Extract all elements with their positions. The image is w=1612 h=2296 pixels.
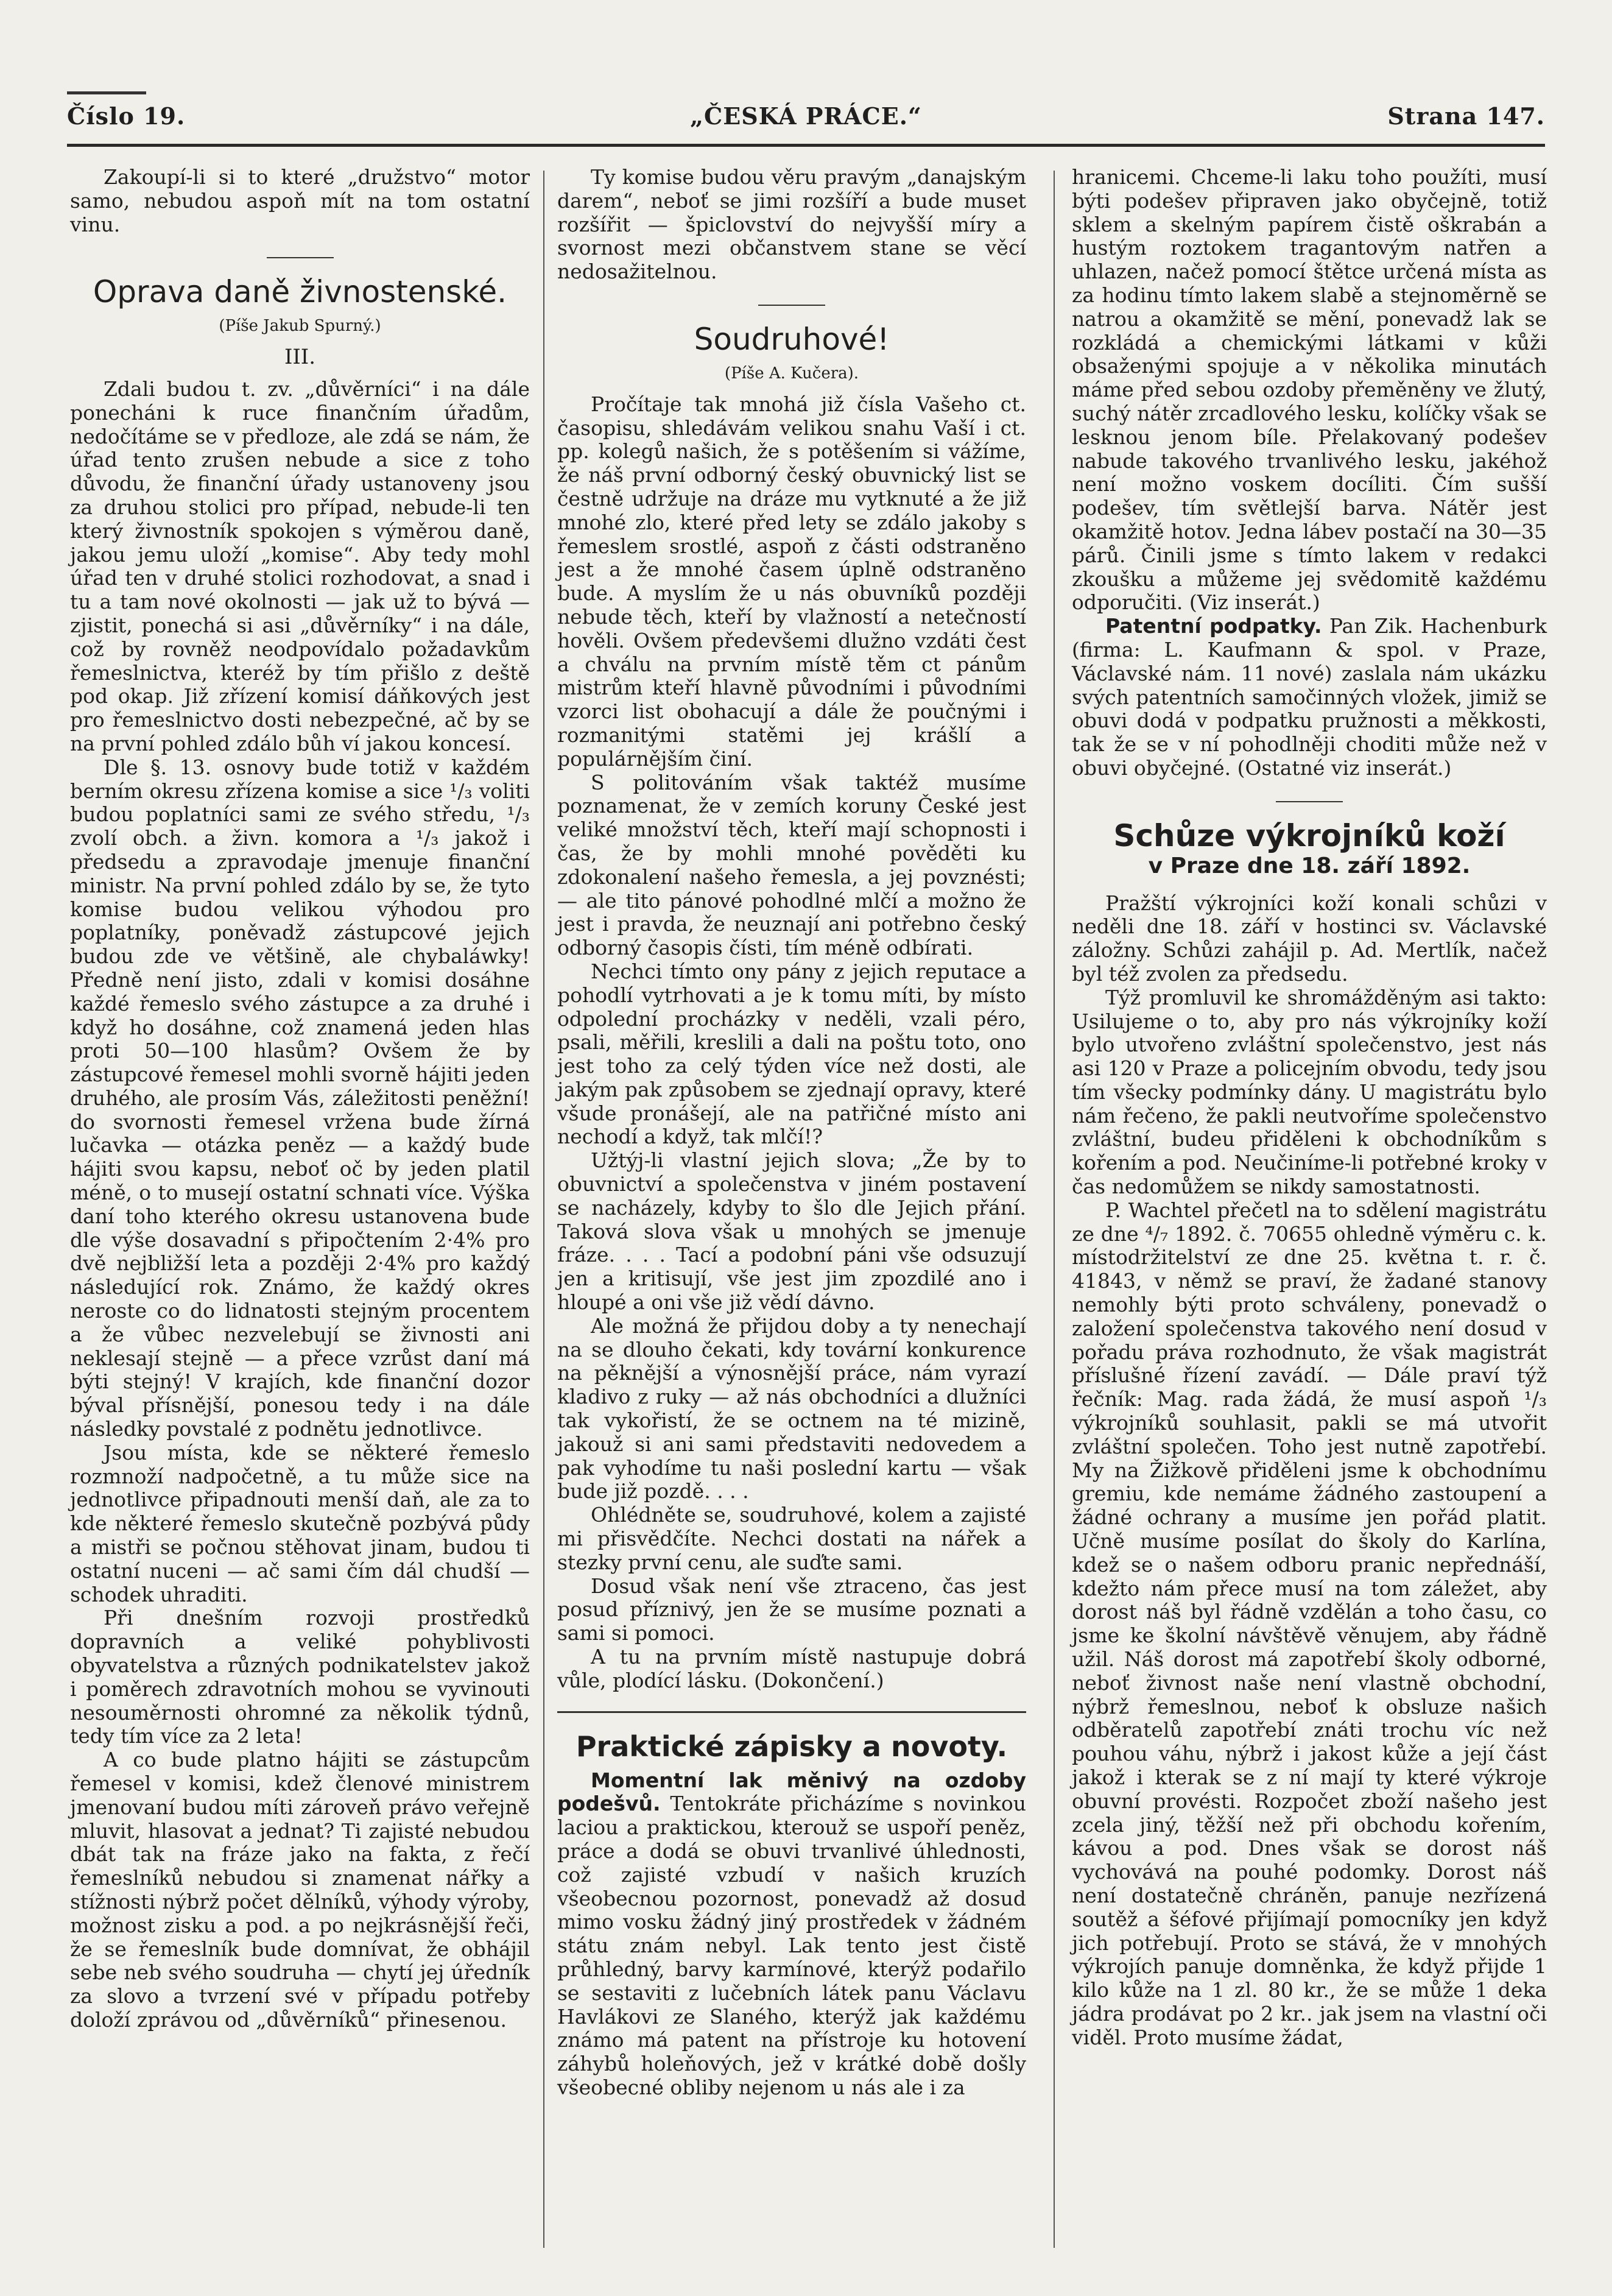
column-3 bbox=[1072, 166, 1547, 2050]
article-title: Soudruhové! bbox=[694, 321, 890, 357]
article-subtitle: v Praze dne 18. září 1892. bbox=[1148, 853, 1471, 878]
separator bbox=[1276, 801, 1343, 802]
column-2 bbox=[557, 166, 1026, 2100]
section-rule bbox=[557, 1711, 1026, 1713]
paragraph: Dosud však není vše ztraceno, čas jest posud příznivý, jen že se musíme poznati a sami si pomoci. bbox=[557, 1574, 1026, 1645]
paragraph: Zdali budou t. zv. „důvěrníci“ i na dále ponecháni k ruce finančním úřadům, nedočítáme se v předloze, ale zdá se nám, že úřad tento zrušen nebude a sice z toho důvodu, že finanční úřady ustanoveny jsou za druhou stolici pro případ, nebude-li ten který živnostník spokojen s výměrou daně, jakou jemu uloží „komise“. Aby tedy mohl úřad ten v druhé stolici rozhodovat, a snad i tu a tam nové okolnosti — jak už to bývá — zjistit, ponechá si asi „důvěrníky“ i na dále, což by rovněž neodpovídalo požadavkům řemeslnictva, kteréž by tím přišlo z deště pod okap. Již zřízení komisí dáňkových jest pro řemeslnictvo dosti nebezpečné, ač by se na první pohled zdálo bůh ví jakou koncesí. bbox=[70, 376, 530, 755]
paragraph: P. Wachtel přečetl na to sdělení magistrátu ze dne ⁴/₇ 1892. č. 70655 ohledně výměru c. k. místodržitelství ze dne 25. května t. r. č. 41843, v němž se praví, že žadané stanovy nemohly býti proto schváleny, ponevadž o založení společenstva takového není dosud v pořadu práva rozhodnuto, že však magistrát příslušné řízení zavádí. — Dále praví týž řečník: Mag. rada žádá, že musí aspoň ¹/₃ výkrojníků souhlasit, pakli se má utvořit zvláštní společen. Toho jest nutně zapotřebí. My na Žižkově přiděleni jsme k obchodnímu gremiu, kde nemáme žádného zastoupení a žádné ochrany a musíme jen pořád platit. Učně musíme posílat do školy do Karlína, kdež se o našem odboru pranic nepřednáší, kdežto nám přece musí na tom záležet, aby dorost náš byl řádně vzdělán a toho času, co jsme ke školní návštěvě věnujem, aby řádně užil. Náš dorost má zapotřebí školy odborné, neboť živnost naše není vlastně obchodní, nýbrž řemeslnou, neboť k obsluze našich odběratelů zapotřebí znáti trochu víc než pouhou váhu, nýbrž i jakost kůže a její část jakož i kterak se z ní mají ty které výkroje obuvní provésti. Rozpočet zboží našeho jest zcela jiný, těžší než při obchodu kořením, kávou a pod. Dnes však se dorost náš vychovává na pouhé podomky. Dorost náš není dostatečně chráněn, panuje nezřízená soutěž a šéfové přijímají pomocníky jen když jich potřebují. Proto se stává, že v mnohých výkrojích panuje domněnka, že když přijde 1 kilo kůže na 1 zl. 80 kr., že se může 1 deka jádra prodávat po 2 kr.. jak jsem na vlastní oči viděl. Proto musíme žádat, bbox=[1072, 1198, 1547, 2049]
paragraph: Týž promluvil ke shromážděným asi takto: Usilujeme o to, aby pro nás výkrojníky koží bylo utvořeno zvláštní společenstvo, jest nás asi 120 v Praze a policejním obvodu, tedy jsou tím všecky podmínky dány. U magistrátu bylo nám řečeno, že pakli neutvoříme společenstvo zvláštní, budeu přiděleni k obchodníkům s kořením a pod. Neučiníme-li potřebné kroky v čas nedomůžem se nikdy samostatnosti. bbox=[1072, 985, 1547, 1199]
article-title: Oprava daně živnostenské. bbox=[93, 274, 507, 310]
column-1 bbox=[70, 166, 530, 2032]
article-continuation: Zakoupí-li si to které „družstvo“ motor samo, nebudou aspoň mít na tom ostatní vinu. bbox=[70, 165, 530, 236]
paragraph: Jsou místa, kde se některé řemeslo rozmnoží nadpočetně, a tu může sice na jednotlivce připadnouti menší daň, ale za to kde některé řemeslo skutečně pozbývá půdy a mistři se počnou stěhovat jinam, budou ti ostatní nuceni — ač sami čím dál chudší — schodek uhraditi. bbox=[70, 1440, 530, 1606]
top-ornament-line bbox=[67, 91, 146, 94]
running-header bbox=[67, 102, 1545, 139]
article-byline: (Píše A. Kučera). bbox=[724, 364, 859, 383]
article-title: Schůze výkrojníků koží bbox=[1113, 818, 1505, 853]
paragraph: Pročítaje tak mnohá již čísla Vašeho ct. časopisu, shledávám velikou snahu Vaší i ct. pp. kolegů našich, že s potěšením si vážíme, že náš první odborný český obuvnický list se čestně udržuje na dráze mu vytknuté a že již mnohé zlo, které před lety se zdálo jakoby s řemeslem srostlé, aspoň z části odstraněno jest a že mnohé časem úplně odstraněno bude. A myslím že u nás obuvníků později nebude těch, kteří by vlažností a netečností hověli. Ovšem předevšemi dlužno vzdáti čest a chválu na prvním místě těm ct pánům mistrům kteří hlavně původními i původními vzorci list obohacují a dále že poučnými i rozmanitými statěmi jej krášlí a populárnějším činí. bbox=[557, 392, 1026, 771]
note-text: Pan Zik. Hachenburk (firma: L. Kaufmann & spol. v Praze, Václavské nám. 11 nové) zaslala nám ukázku svých patentních samočinných vložek, jimiž se obuvi dodá v podpatku pružnosti a měkkosti, tak že se v ní pohodlněji choditi může než v obuvi obyčejné. (Ostatné viz inserát.) bbox=[1072, 614, 1547, 780]
note-heading: Momentní lak měnivý na ozdoby podešvů. bbox=[557, 1768, 1026, 1816]
paragraph: Ale možná že přijdou doby a ty nenechají na se dlouho čekati, kdy tovární konkurence na pěknější a výnosnější práce, nám vyrazí kladivo z ruky — až nás obchodníci a dlužníci tak vykořistí, že se octnem na té mizině, jakouž si ani sami představiti nedovedem a pak vyhodíme tu naši poslední kartu — však bude již pozdě. . . . bbox=[557, 1313, 1026, 1503]
paragraph: Ohlédněte se, soudruhové, kolem a zajisté mi přisvědčíte. Nechci dostati na nářek a stezky první cenu, ale suďte sami. bbox=[557, 1503, 1026, 1574]
paragraph: Nechci tímto ony pány z jejich reputace a pohodlí vytrhovati a je k tomu míti, by místo odpolední procházky v neděli, vzali péro, psali, měřili, kreslili a dali na poštu toto, ono jest toho za celý týden více než dosti, ale jakým pak způsobem se zjednají opravy, které všude pronášejí, ale na patřičné místo ani nechodí a když, tak mlčí!? bbox=[557, 959, 1026, 1149]
paragraph: A co bude platno hájiti se zástupcům řemesel v komisi, kdež členové ministrem jmenovaní budou míti zároveň právo veřejně mluvit, hlasovat a jednat? Ti zajisté nebudou dbát tak na fráze jako na fakta, z řečí řemeslníků nebudou si znamenat nářky a stížnosti nýbrž počet dělníků, výhody výroby, možnost zisku a pod. a po nejkrásnější řeči, že se řemeslník bude domnívat, že obhájil sebe neb svého soudruha — chytí jej úředník za slovo a tvrzení své v případu potřeby doloží zprávou od „důvěrníků“ přinesenou. bbox=[70, 1748, 530, 2032]
separator bbox=[758, 305, 825, 306]
paragraph: Pražští výkrojníci koží konali schůzi v neděli dne 18. září v hostinci sv. Václavské záložny. Schůzi zahájil p. Ad. Mertlík, načež byl též zvolen za předsedu. bbox=[1072, 891, 1547, 986]
paragraph: Dle §. 13. osnovy bude totiž v každém berním okresu zřízena komise a sice ¹/₃ voliti budou poplatníci sami ze svého středu, ¹/₃ zvolí obch. a živn. komora a ¹/₃ jakož i předsedu a zpravodaje jmenuje finanční ministr. Na první pohled zdálo by se, že tyto komise budou velikou výhodou pro poplatníky, poněvadž zástupcové jejich budou zde ve většině, ale chybaláwky! Předně není jisto, zdali v komisi dosáhne každé řemeslo svého zástupce a za druhé i když ho dosáhne, což znamená jeden hlas proti 50—100 hlasům? Ovšem že by zástupcové řemesel mohli svorně hájiti jeden druhého, ale prosím Vás, záležitosti peněžní! do svornosti řemesel vržena bude žírná lučavka — otázka peněz — a každý bude hájiti svou kapsu, neboť oč by jeden platil méně, o to musejí ostatní schnati více. Výška daní toho kterého okresu ustanovena bude dle výše dosavadní s připočtením 2·4% pro dvě nejbližší leta a později 2·4% pro každý následující rok. Známo, že každý okres neroste co do lidnatosti stejným procentem a že vůbec nezvelebují se živnosti ani neklesají stejně — a přece vzrůst daní má býti stejný! V krajích, kde finanční dozor býval přísnější, ponesou tedy i na dále následky povstalé z podnětu jednotlivce. bbox=[70, 755, 530, 1441]
note-heading: Patentní podpatky. bbox=[1105, 614, 1322, 638]
paragraph: hranicemi. Chceme-li laku toho použíti, musí býti podešev připraven jako obyčejně, totiž sklem a skelným papírem čistě oškrabán a hustým roztokem tragantovým natřen a uhlazen, načež pomocí štětce určená místa as za hodinu tímto lakem slabě a stejnoměrně se natrou a okamžitě se mění, ponevadž lak se rozkládá a chemickými látkami v kůži obsaženými spojuje a v několika minutách máme před sebou ozdoby přeměněny ve žlutý, suchý nátěr zrcadlového lesku, kolíčky však se lesknou jenom bíle. Přelakovaný podešev nabude takového trvanlivého lesku, jakéhož není možno voskem docíliti. Čím sušší podešev, tím světlejší barva. Nátěr jest okamžitě hotov. Jedna lábev postačí na 30—35 párů. Činili jsme s tímto lakem v redakci zkoušku a můžeme jej svědomitě každému odporučiti. (Viz inserát.) bbox=[1072, 165, 1547, 615]
header-rule bbox=[67, 144, 1545, 147]
article-continuation: Ty komise budou věru pravým „danajským darem“, neboť se jimi rozšíří a bude muset rozšířit — špiclovství do nejvyšší míry a svornost mezi občanstvem stane se věcí nedosažitelnou. bbox=[557, 165, 1026, 284]
page-number: Strana 147. bbox=[1387, 102, 1545, 130]
note-text: Tentokráte přicházíme s novinkou laciou a praktickou, kterouž se uspoří peněz, práce a dodá se obuvi trvanlivé úhlednosti, což zajisté vzbudí v našich kruzích všeobecnou pozornost, ponevadž až dosud mimo vosku žádný jiný prostředek v žádném státu znám nebyl. Lak tento jest čistě průhledný, barvy karmínové, kterýž podařilo se sestaviti z lučebních látek panu Václavu Havlákovi ze Slaného, kterýž jak každému známo má patent na přístroje ku hotovení záhybů holeňových, jež v krátké době došly všeobecné obliby nejenom u nás ale i za bbox=[557, 1792, 1026, 2099]
section-number: III. bbox=[284, 345, 316, 370]
separator bbox=[267, 257, 334, 258]
paragraph: Při dnešním rozvoji prostředků dopravních a veliké pohyblivosti obyvatelstva a různých podnikatelstev jakož i poměrech zdravotních mohou se vyvinouti nesouměrnosti ohromné za několik týdnů, tedy tím více za 2 leta! bbox=[70, 1606, 530, 1748]
publication-title: „ČESKÁ PRÁCE.“ bbox=[690, 102, 922, 130]
paragraph: Užtýj-li vlastní jejich slova; „Že by to obuvnictví a společenstva v jiném postavení se nacházely, kdyby to šlo dle Jejich přání. Taková slova však u mnohých se jmenuje fráze. . . . Tací a podobní páni vše odsuzují jen a kritisují, vše jest jim zpozdilé ano i hloupé a oni vše již vědí dávno. bbox=[557, 1148, 1026, 1315]
paragraph: A tu na prvním místě nastupuje dobrá vůle, plodící lásku. (Dokončení.) bbox=[557, 1645, 1026, 1692]
column-divider bbox=[1054, 171, 1055, 2248]
issue-number: Číslo 19. bbox=[67, 102, 186, 130]
article-byline: (Píše Jakub Spurný.) bbox=[219, 317, 381, 336]
column-divider bbox=[543, 171, 544, 2248]
section-title: Praktické zápisky a novoty. bbox=[575, 1729, 1008, 1763]
paragraph: S politováním však taktéž musíme poznamenat, že v zemích koruny České jest veliké množství těch, kteří mají schopnosti i čas, že by mohli mnohé pověděti ku zdokonalení našeho řemesla, a jej povznésti; — ale tito pánové pohodlné mlčí a možno že jest i pravda, že neuznají ani potřebno český odborný časopis čísti, tím méně odbírati. bbox=[557, 770, 1026, 960]
